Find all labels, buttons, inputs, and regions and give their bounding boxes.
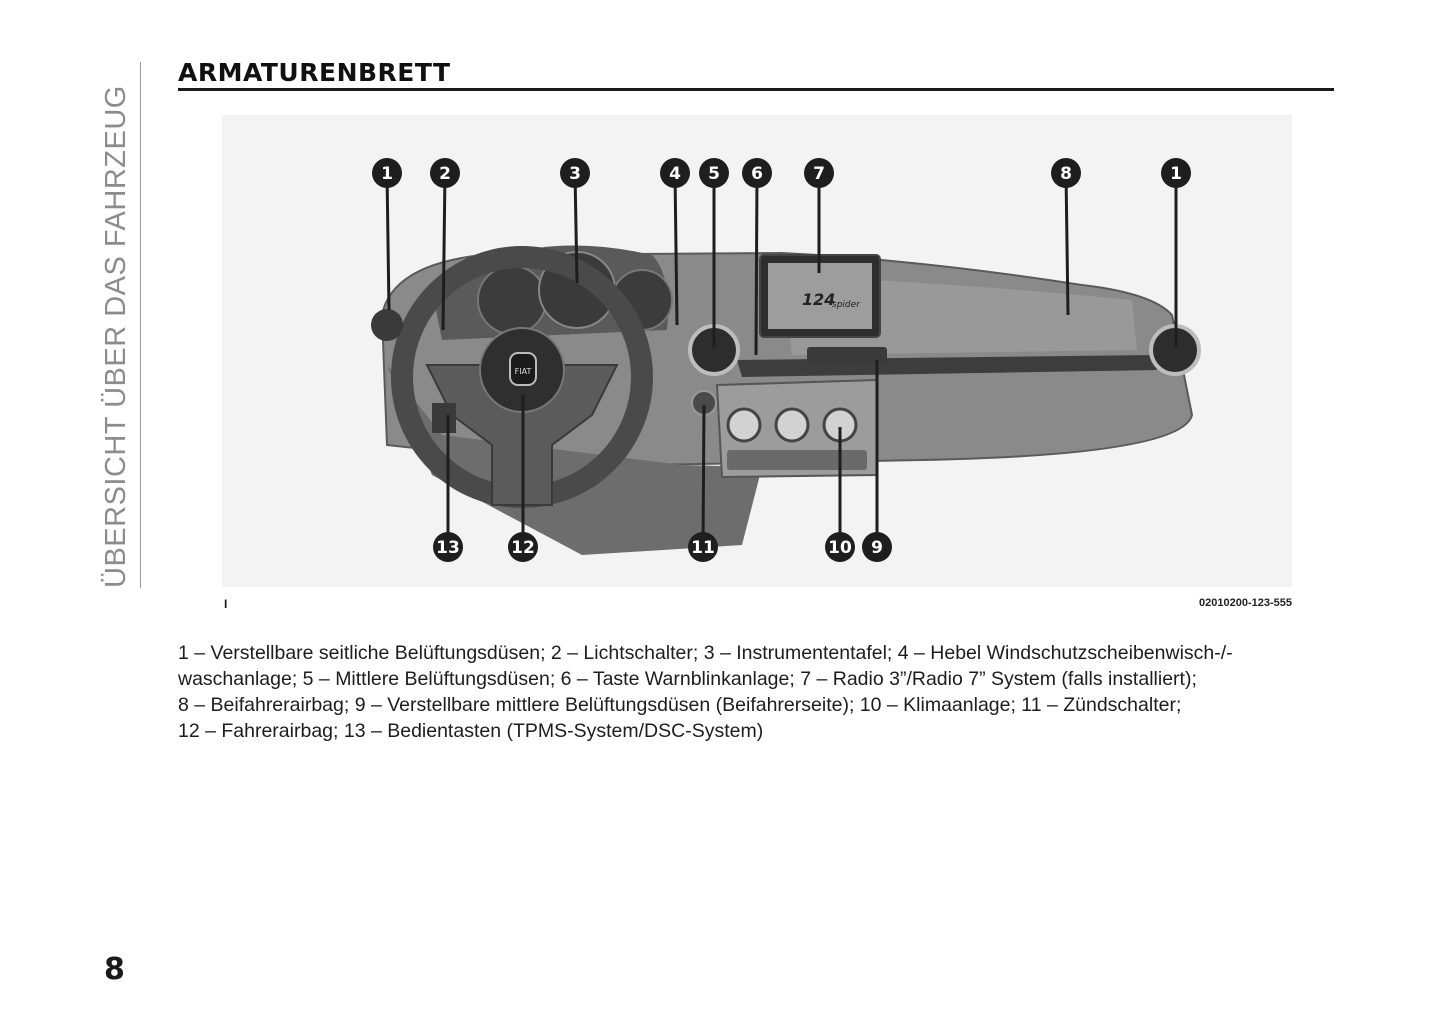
figure-marker: I — [224, 597, 228, 611]
caption-line: 12 – Fahrerairbag; 13 – Bedientasten (TPMS-System/DSC-System) — [178, 720, 764, 742]
center-vent-right — [807, 347, 887, 363]
side-divider — [140, 62, 141, 588]
leader-4 — [675, 173, 677, 325]
callout-3 — [560, 158, 590, 188]
left-vent — [371, 309, 403, 341]
callout-1-right — [1161, 158, 1191, 188]
callout-5 — [699, 158, 729, 188]
svg-text:12: 12 — [511, 538, 535, 558]
callout-2 — [430, 158, 460, 188]
callout-10 — [825, 532, 855, 562]
console-bottom-panel — [727, 450, 867, 470]
figure-caption — [178, 640, 1298, 744]
callout-1-left — [372, 158, 402, 188]
leader-1-left — [387, 173, 389, 310]
svg-text:2: 2 — [439, 164, 451, 184]
callout-9 — [862, 532, 892, 562]
caption-line: 8 – Beifahrerairbag; 9 – Verstellbare mittlere Belüftungsdüsen (Beifahrerseite); 10 – Klimaanlage; 11 – Zündschalter; — [178, 694, 1182, 716]
callout-13 — [433, 532, 463, 562]
climate-knob-1 — [728, 409, 760, 441]
svg-text:8: 8 — [1060, 164, 1072, 184]
callout-4 — [660, 158, 690, 188]
svg-text:3: 3 — [569, 164, 581, 184]
dashboard-illustration — [222, 115, 1292, 587]
svg-text:10: 10 — [828, 538, 852, 558]
callout-6 — [742, 158, 772, 188]
gauge-left — [478, 266, 546, 334]
callout-12 — [508, 532, 538, 562]
svg-text:11: 11 — [691, 538, 715, 558]
svg-text:7: 7 — [813, 164, 825, 184]
svg-text:1: 1 — [1170, 164, 1182, 184]
page-number: 8 — [104, 952, 125, 987]
section-side-title: ÜBERSICHT ÜBER DAS FAHRZEUG — [100, 85, 132, 588]
climate-knob-2 — [776, 409, 808, 441]
callout-8 — [1051, 158, 1081, 188]
figure-code: 02010200-123-555 — [1199, 597, 1292, 609]
left-switch-panel — [432, 403, 456, 433]
page-title: ARMATURENBRETT — [178, 58, 451, 87]
leader-8 — [1066, 173, 1068, 315]
leader-2 — [443, 173, 445, 330]
dashboard-figure — [222, 115, 1292, 587]
callout-7 — [804, 158, 834, 188]
svg-text:13: 13 — [436, 538, 460, 558]
leader-11 — [703, 405, 704, 547]
leader-6 — [756, 173, 757, 355]
title-underline — [178, 88, 1334, 91]
caption-line: waschanlage; 5 – Mittlere Belüftungsdüsen; 6 – Taste Warnblinkanlage; 7 – Radio 3”/Radio 7” System (falls installiert); — [178, 668, 1197, 690]
svg-text:4: 4 — [669, 164, 681, 184]
screen-logo-sub: spider — [832, 300, 860, 310]
caption-line: 1 – Verstellbare seitliche Belüftungsdüsen; 2 – Lichtschalter; 3 – Instrumententafel; 4 – Hebel Windschutzscheibenwisch-/- — [178, 642, 1233, 664]
wheel-badge: FIAT — [514, 367, 532, 376]
screen-logo: 124 — [802, 290, 836, 309]
callout-11 — [688, 532, 718, 562]
svg-text:1: 1 — [381, 164, 393, 184]
svg-text:9: 9 — [871, 538, 883, 558]
svg-text:6: 6 — [751, 164, 763, 184]
leader-3 — [575, 173, 577, 283]
svg-text:5: 5 — [708, 164, 720, 184]
